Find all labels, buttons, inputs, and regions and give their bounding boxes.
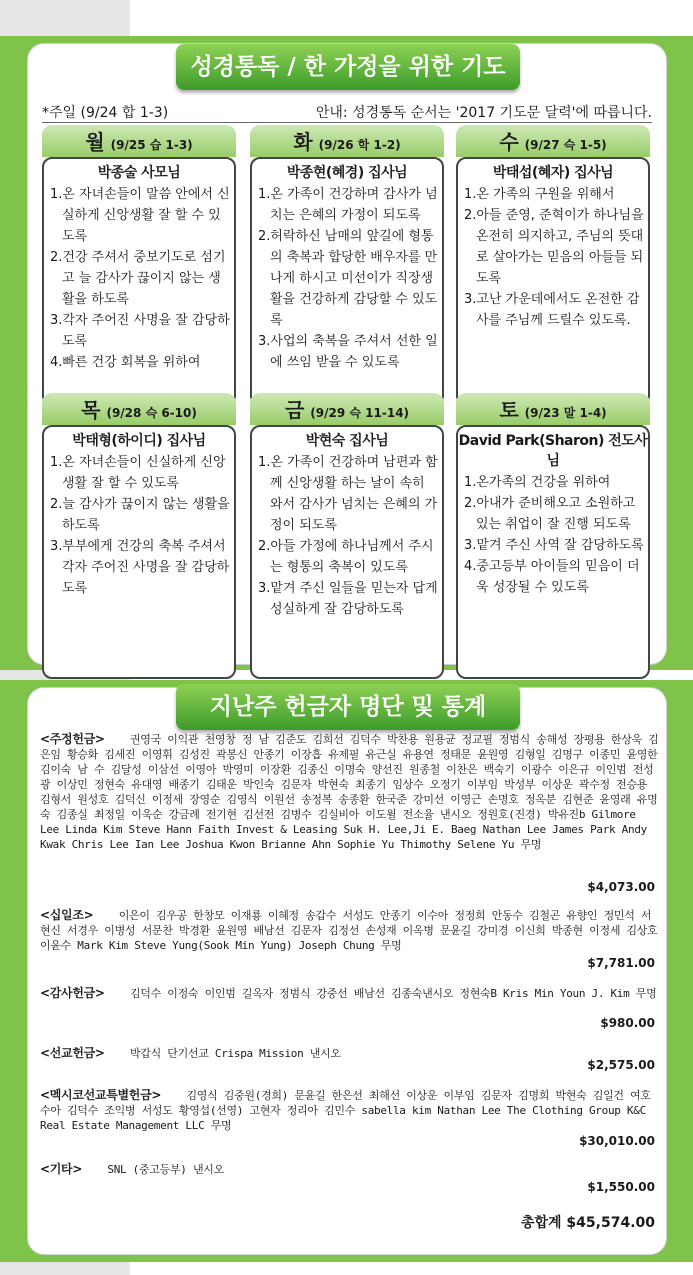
day-tab — [456, 393, 650, 425]
day-label: 목 — [81, 398, 101, 422]
reading-ref: (9/23 말 1-4) — [524, 406, 607, 420]
prayer-item: 2.건강 주셔서 중보기도로 섬기고 늘 감사가 끊이지 않는 생활을 하도록 — [50, 250, 226, 307]
day-tab — [456, 125, 650, 157]
prayer-box — [250, 425, 444, 679]
reading-ref: (9/26 학 1-2) — [318, 138, 401, 152]
prayer-item: 1.온 가족이 건강하며 감사가 넘치는 은혜의 가정이 되도록 — [258, 187, 438, 223]
offering-banner: 지난주 헌금자 명단 및 통계 — [176, 684, 520, 730]
reading-info-line — [42, 98, 652, 124]
day-tab — [42, 125, 236, 157]
prayer-item: 3.맡겨 주신 일들을 믿는자 답게 성실하게 잘 감당하도록 — [258, 581, 438, 617]
offering-amount: $980.00 — [600, 1016, 655, 1030]
prayer-box — [42, 425, 236, 679]
prayer-items — [252, 184, 442, 373]
prayer-box — [456, 425, 650, 679]
donor-names: 이은이 김우공 한창모 이재룡 이혜정 송갑수 서성도 안종기 이수아 정정희 안동수 김철곤 유향인 정민석 서현신 서경우 이병성 서문찬 박경환 윤원영 배남선 김문자 김정선 손성재 이옥병 문윤길 강미경 이신희 박종현 이정세 김상호 이윤수 Mark Kim Steve Yung(Sook Min Yung) Joseph Chung 무명 — [40, 909, 658, 952]
donor-section — [40, 986, 660, 1001]
prayer-item: 1.온 자녀손들이 신실하게 신앙생활 잘 할 수 있도록 — [50, 455, 226, 491]
prayer-box — [250, 157, 444, 406]
day-label: 토 — [499, 398, 519, 422]
family-name: 박현숙 집사님 — [305, 433, 389, 449]
prayer-box — [42, 157, 236, 406]
day-label: 금 — [284, 398, 305, 422]
prayer-item: 2.아내가 준비해오고 소원하고 있는 취업이 잘 진행 되도록 — [464, 496, 636, 532]
donor-names: 박갑식 단기선교 Crispa Mission 낸시오 — [129, 1047, 341, 1060]
donor-section — [40, 1162, 660, 1177]
family-name: David Park(Sharon) 전도사님 — [458, 433, 648, 469]
donor-names: 권영국 이익관 천영창 정 남 김준도 김희선 김덕수 박찬용 원용균 정교필 정범식 송해성 장평용 한상욱 김은임 황승화 김세진 이영휘 김성진 곽봉신 안종기 이장흡 유제필 유근실 유용연 정태문 윤원영 김형일 김명구 이종민 윤영한 김이숙 남 수 김달성 이삼선 이영아 박영미 이장환 김종신 이명숙 양선진 원종철 이찬은 백숙기 이광수 이은규 이인범 전성광 이상민 정현숙 유대영 배종기 김태운 박인숙 김문자 박현숙 최종기 임상수 오정기 이부임 박성부 이상운 곽수정 전승용 김형서 원성호 김덕신 이정세 장영순 김영식 이원선 송정복 송종환 한국준 강미선 이영근 손명호 정옥분 김현준 윤영래 유명숙 김종실 최정일 이욱순 강금례 전기현 김선전 김병수 김실비아 이도윌 전소율 낸시오 정원호(진경) 박유진b Gilmore Lee Linda Kim Steve Hann Faith Invest & Leasing Suk H. Lee,Ji E. Baeg Nathan Lee James Park Andy Kwak Chris Lee Ian Lee Joshua Kwon Brianne Ahn Sophie Yu Thimothy Selene Yu 무명 — [40, 733, 659, 851]
prayer-item: 3.사업의 축복을 주셔서 선한 일에 쓰임 받을 수 있도록 — [258, 334, 438, 370]
offering-amount: $4,073.00 — [587, 880, 655, 894]
family-name: 박종술 사모님 — [97, 165, 181, 181]
offering-category: <주정헌금> — [40, 732, 105, 746]
day-tab — [250, 125, 444, 157]
reading-ref: (9/29 슥 11-14) — [310, 406, 410, 420]
prayer-item: 3.각자 주어진 사명을 잘 감당하도록 — [50, 313, 230, 349]
prayer-item: 3.부부에게 건강의 축복 주셔서 각자 주어진 사명을 잘 감당하도록 — [50, 539, 230, 596]
family-name: 박태섭(혜자) 집사님 — [492, 165, 614, 181]
reading-ref: (9/27 슥 1-5) — [524, 138, 607, 152]
prayer-items — [458, 472, 648, 598]
offering-category: <기타> — [40, 1162, 83, 1176]
family-name: 박종현(혜경) 집사님 — [286, 165, 408, 181]
prayer-items — [458, 184, 648, 331]
prayer-items — [252, 452, 442, 620]
donor-names: 김덕수 이정숙 이인범 길옥자 정범식 강중선 배남선 김종숙낸시오 정현숙B Kris Min Youn J. Kim 무명 — [129, 987, 657, 1000]
reading-notice: 안내: 성경통독 순서는 '2017 기도문 달력'에 따릅니다. — [315, 105, 652, 121]
prayer-items — [44, 452, 234, 599]
grand-total: 총합계 $45,574.00 — [520, 1215, 655, 1231]
prayer-item: 1.온 가족이 건강하며 남편과 함께 신앙생활 하는 날이 속히 와서 감사가 넘치는 은혜의 가정이 되도록 — [258, 455, 438, 533]
offering-category: <십일조> — [40, 908, 94, 922]
prayer-box — [456, 157, 650, 406]
prayer-item: 1.온가족의 건강을 위하여 — [464, 475, 611, 490]
sunday-reading: *주일 (9/24 합 1-3) — [42, 105, 169, 121]
prayer-item: 3.고난 가운데에서도 온전한 감사를 주님께 드릴수 있도록. — [464, 292, 640, 328]
prayer-item: 4.중고등부 아이들의 믿음이 더욱 성장될 수 있도록 — [464, 559, 640, 595]
donor-section — [40, 908, 660, 953]
prayer-banner: 성경통독 / 한 가정을 위한 기도 — [176, 44, 520, 90]
reading-ref: (9/28 슥 6-10) — [106, 406, 197, 420]
offering-amount: $2,575.00 — [587, 1058, 655, 1072]
donor-section — [40, 732, 660, 852]
day-label: 월 — [85, 130, 105, 154]
prayer-item: 1.온 가족의 구원을 위해서 — [464, 187, 615, 202]
prayer-item: 2.아들 준영, 준혁이가 하나님을 온전히 의지하고, 주님의 뜻대로 살아가는 믿음의 아들들 되도록 — [464, 208, 644, 286]
offering-category: <멕시코선교특별헌금> — [40, 1088, 162, 1102]
donor-names: 김영식 김중원(경희) 문윤길 한은선 최해선 이상운 이부임 김문자 김명희 박현숙 김일건 여호수아 김덕수 조익병 서성도 황영섭(선영) 고현자 정리아 김민수 sabella kim Nathan Lee The Clothing Group K&C Real Estate Management LLC 무명 — [40, 1089, 651, 1132]
donor-names: SNL (중고등부) 낸시오 — [107, 1163, 224, 1176]
prayer-item: 2.늘 감사가 끊이지 않는 생활을 하도록 — [50, 497, 230, 533]
day-tab — [250, 393, 444, 425]
donor-section — [40, 1088, 660, 1133]
day-label: 화 — [293, 130, 313, 154]
day-tab — [42, 393, 236, 425]
offering-amount: $30,010.00 — [579, 1134, 655, 1148]
family-name: 박태형(하이디) 집사님 — [72, 433, 206, 449]
offering-category: <감사헌금> — [40, 986, 105, 1000]
offering-category: <선교헌금> — [40, 1046, 105, 1060]
prayer-item: 2.허락하신 남매의 앞길에 형통의 축복과 합당한 배우자를 만나게 하시고 미선이가 직장생활을 건강하게 감당할 수 있도록 — [258, 229, 438, 328]
prayer-items — [44, 184, 234, 373]
day-label: 수 — [499, 130, 519, 154]
offering-amount: $1,550.00 — [587, 1180, 655, 1194]
prayer-item: 1.온 자녀손들이 말씀 안에서 신실하게 신앙생활 잘 할 수 있도록 — [50, 187, 230, 244]
prayer-item: 3.맡겨 주신 사역 잘 감당하도록 — [464, 538, 644, 553]
reading-ref: (9/25 습 1-3) — [110, 138, 193, 152]
offering-amount: $7,781.00 — [587, 956, 655, 970]
prayer-item: 2.아들 가정에 하나님께서 주시는 형통의 축복이 있도록 — [258, 539, 434, 575]
donor-section — [40, 1046, 660, 1061]
prayer-item: 4.빠른 건강 회복을 위하여 — [50, 355, 201, 370]
divider — [42, 122, 652, 123]
